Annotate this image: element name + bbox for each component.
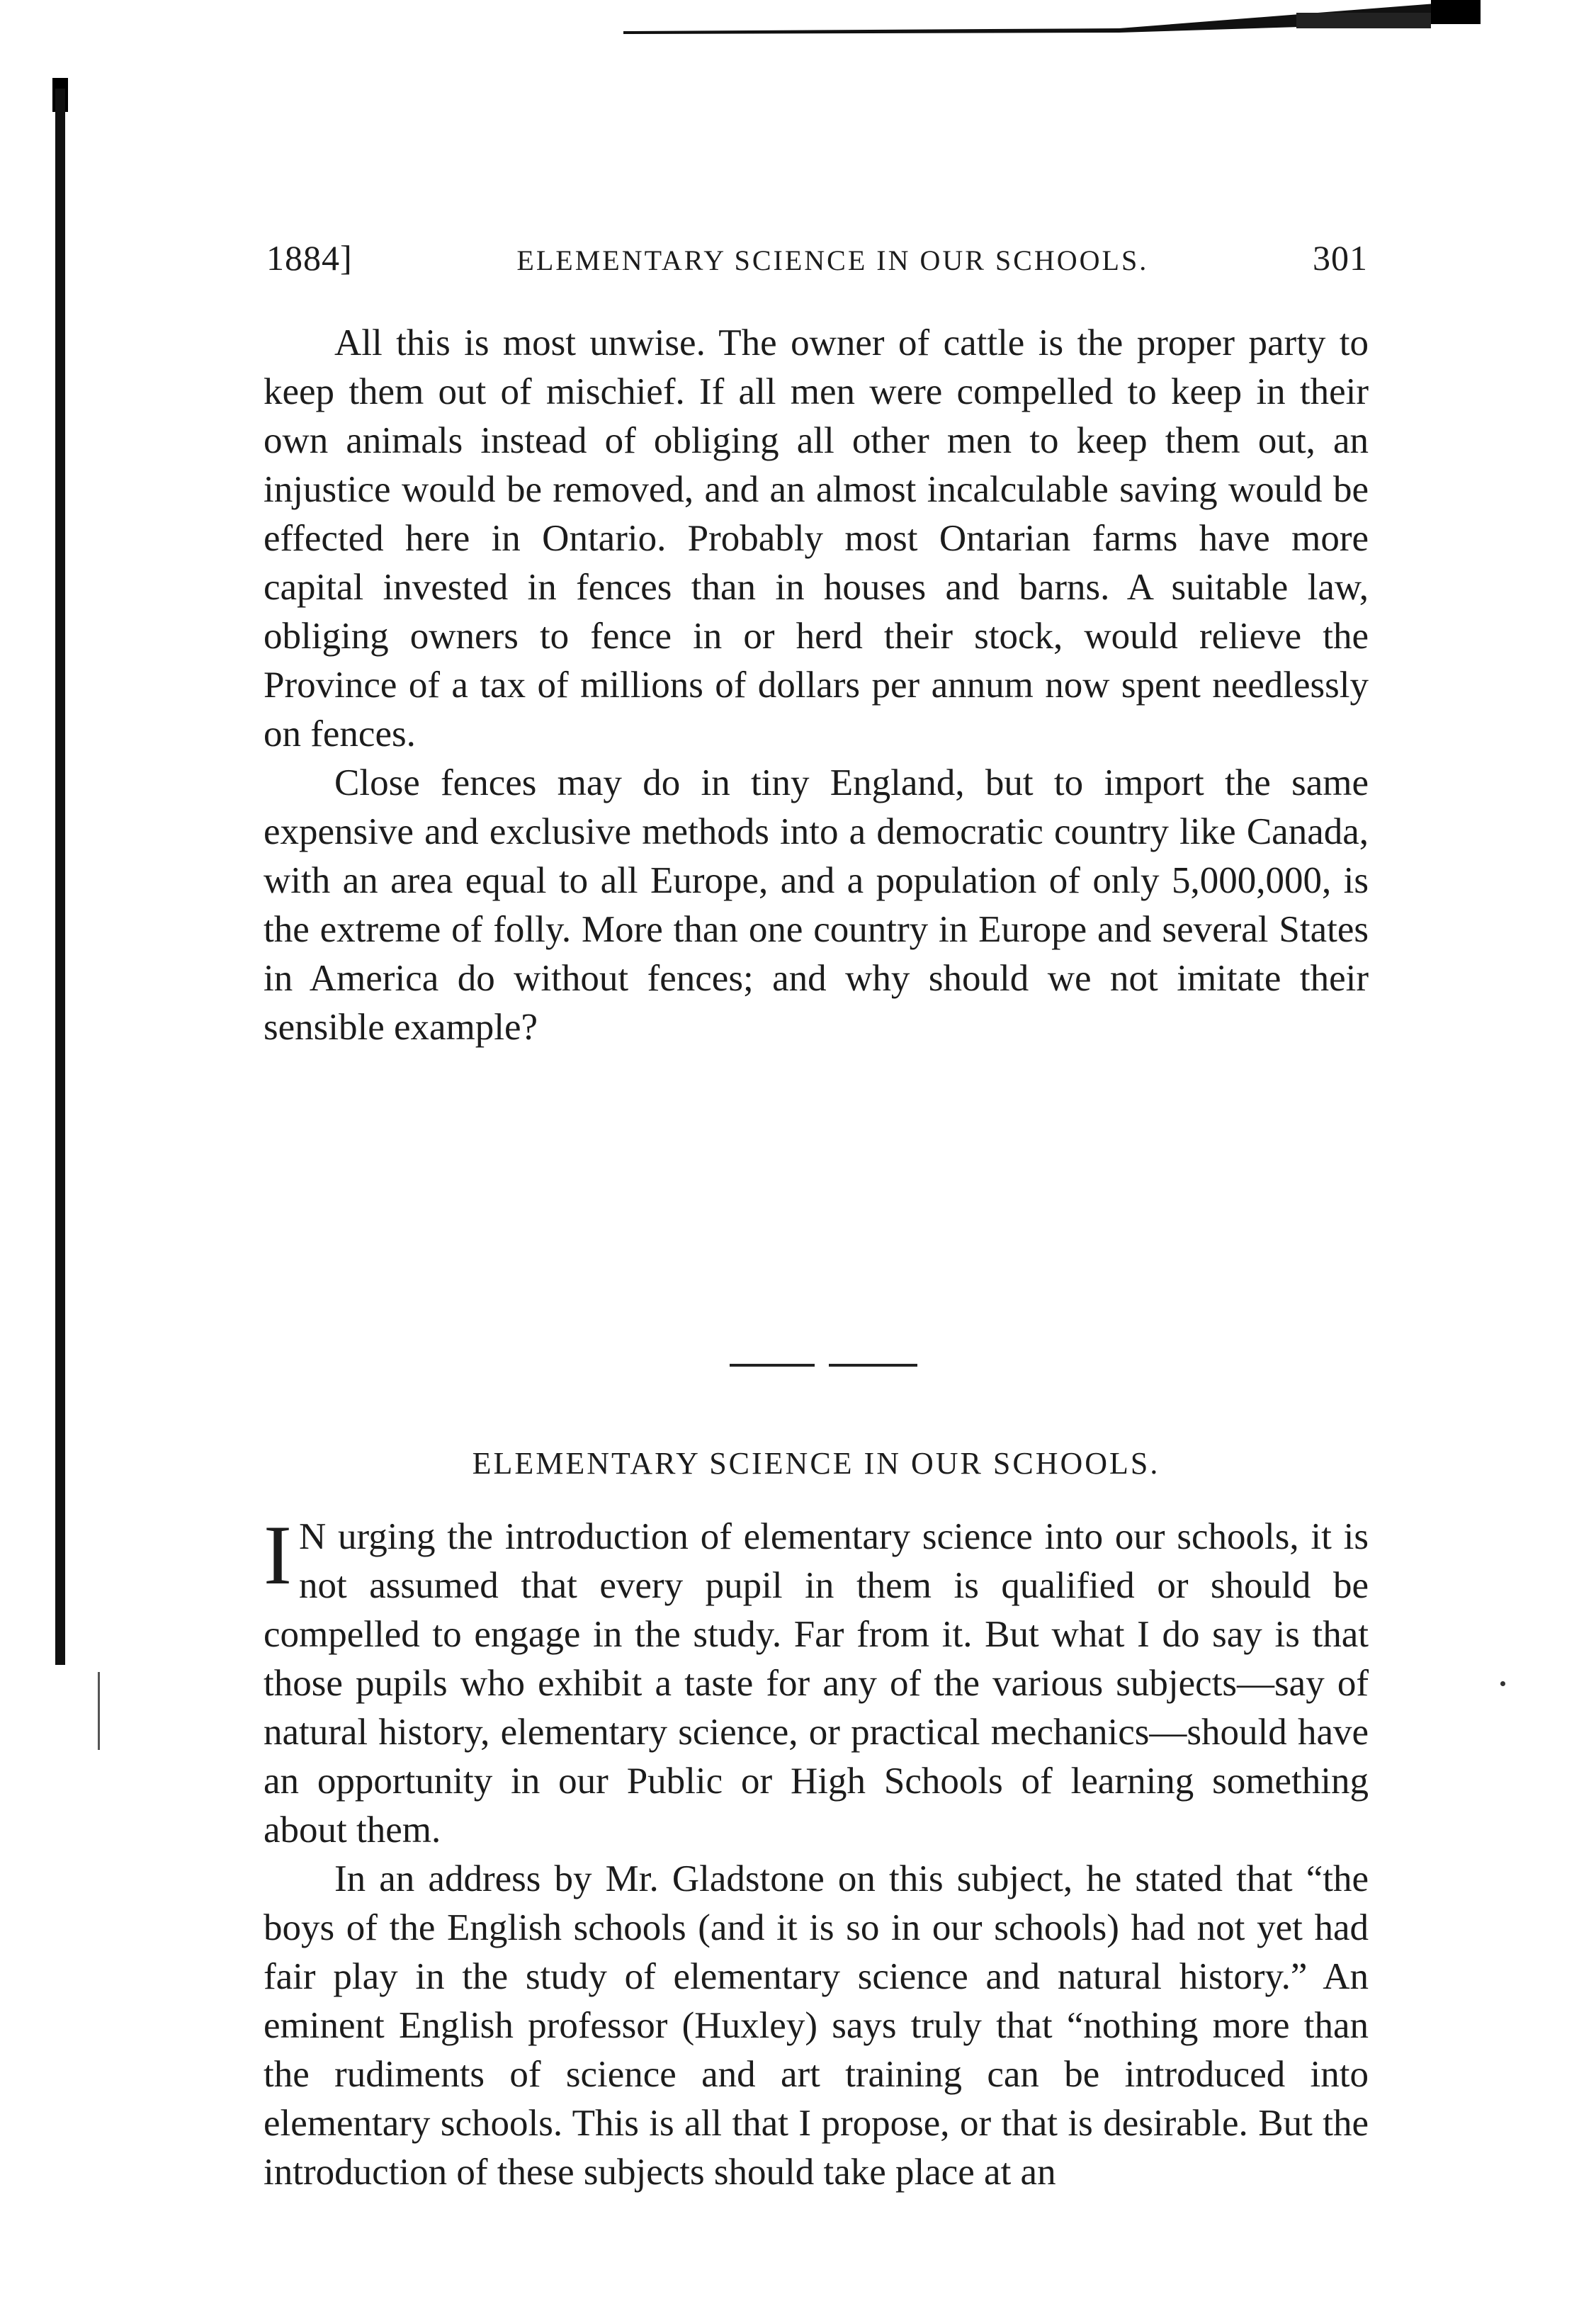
paragraph-text: N urging the introduction of elementary science into our schools, it is not assumed that every pupil in them is qualified or should be compelled to engage in the study. Far from it. But what I do say is that those pupils who exhibit a taste for any of the various subjects—say of natural history, elementary science, or practical mechanics—should have an opportunity in our Public or High Schools of learning something about them. (264, 1516, 1369, 1851)
drop-cap: I (264, 1508, 292, 1602)
section-separator-rule (730, 1364, 917, 1367)
running-head (266, 237, 1368, 287)
paragraph: Close fences may do in tiny England, but to import the same expensive and exclusive methods into a democratic country like Canada, with an area equal to all Europe, and a population of only 5,000,000, is the extreme of folly. More than one country in Europe and several States in America do without fences; and why should we not imitate their sensible example? (264, 762, 1369, 1048)
running-head-title: ELEMENTARY SCIENCE IN OUR SCHOOLS. (516, 244, 1149, 276)
paragraph: In an address by Mr. Gladstone on this subject, he stated that “the boys of the English schools (and it is so in our schools) had not yet had fair play in the study of elementary science and natural history.” An eminent English professor (Huxley) says truly that “nothing more than the rudiments of science and art training can be introduced into elementary schools. This is all that I propose, or that is desirable. But the introduction of these subjects should take place at an (264, 1858, 1369, 2193)
scan-left-bar (55, 89, 65, 1665)
paragraph (264, 1508, 1369, 1855)
paragraph: All this is most unwise. The owner of cattle is the proper party to keep them out of mischief. If all men were compelled to keep in their own animals instead of obliging all other men to keep them out, an injustice would be removed, and an almost incalculable saving would be effected here in Ontario. Probably most Ontarian farms have more capital invested in fences than in houses and barns. A suitable law, obliging owners to fence in or herd their stock, would relieve the Province of a tax of millions of dollars per annum now spent needlessly on fences. (264, 322, 1369, 755)
running-head-year: 1884] (266, 238, 353, 278)
article-heading: ELEMENTARY SCIENCE IN OUR SCHOOLS. (472, 1446, 1160, 1481)
article-body (264, 1508, 1369, 2197)
previous-article-text (264, 319, 1369, 1052)
page-number: 301 (1312, 238, 1368, 278)
scan-dot (1500, 1681, 1505, 1686)
scan-top-rule (623, 0, 1481, 50)
scan-left-thin (98, 1672, 100, 1750)
